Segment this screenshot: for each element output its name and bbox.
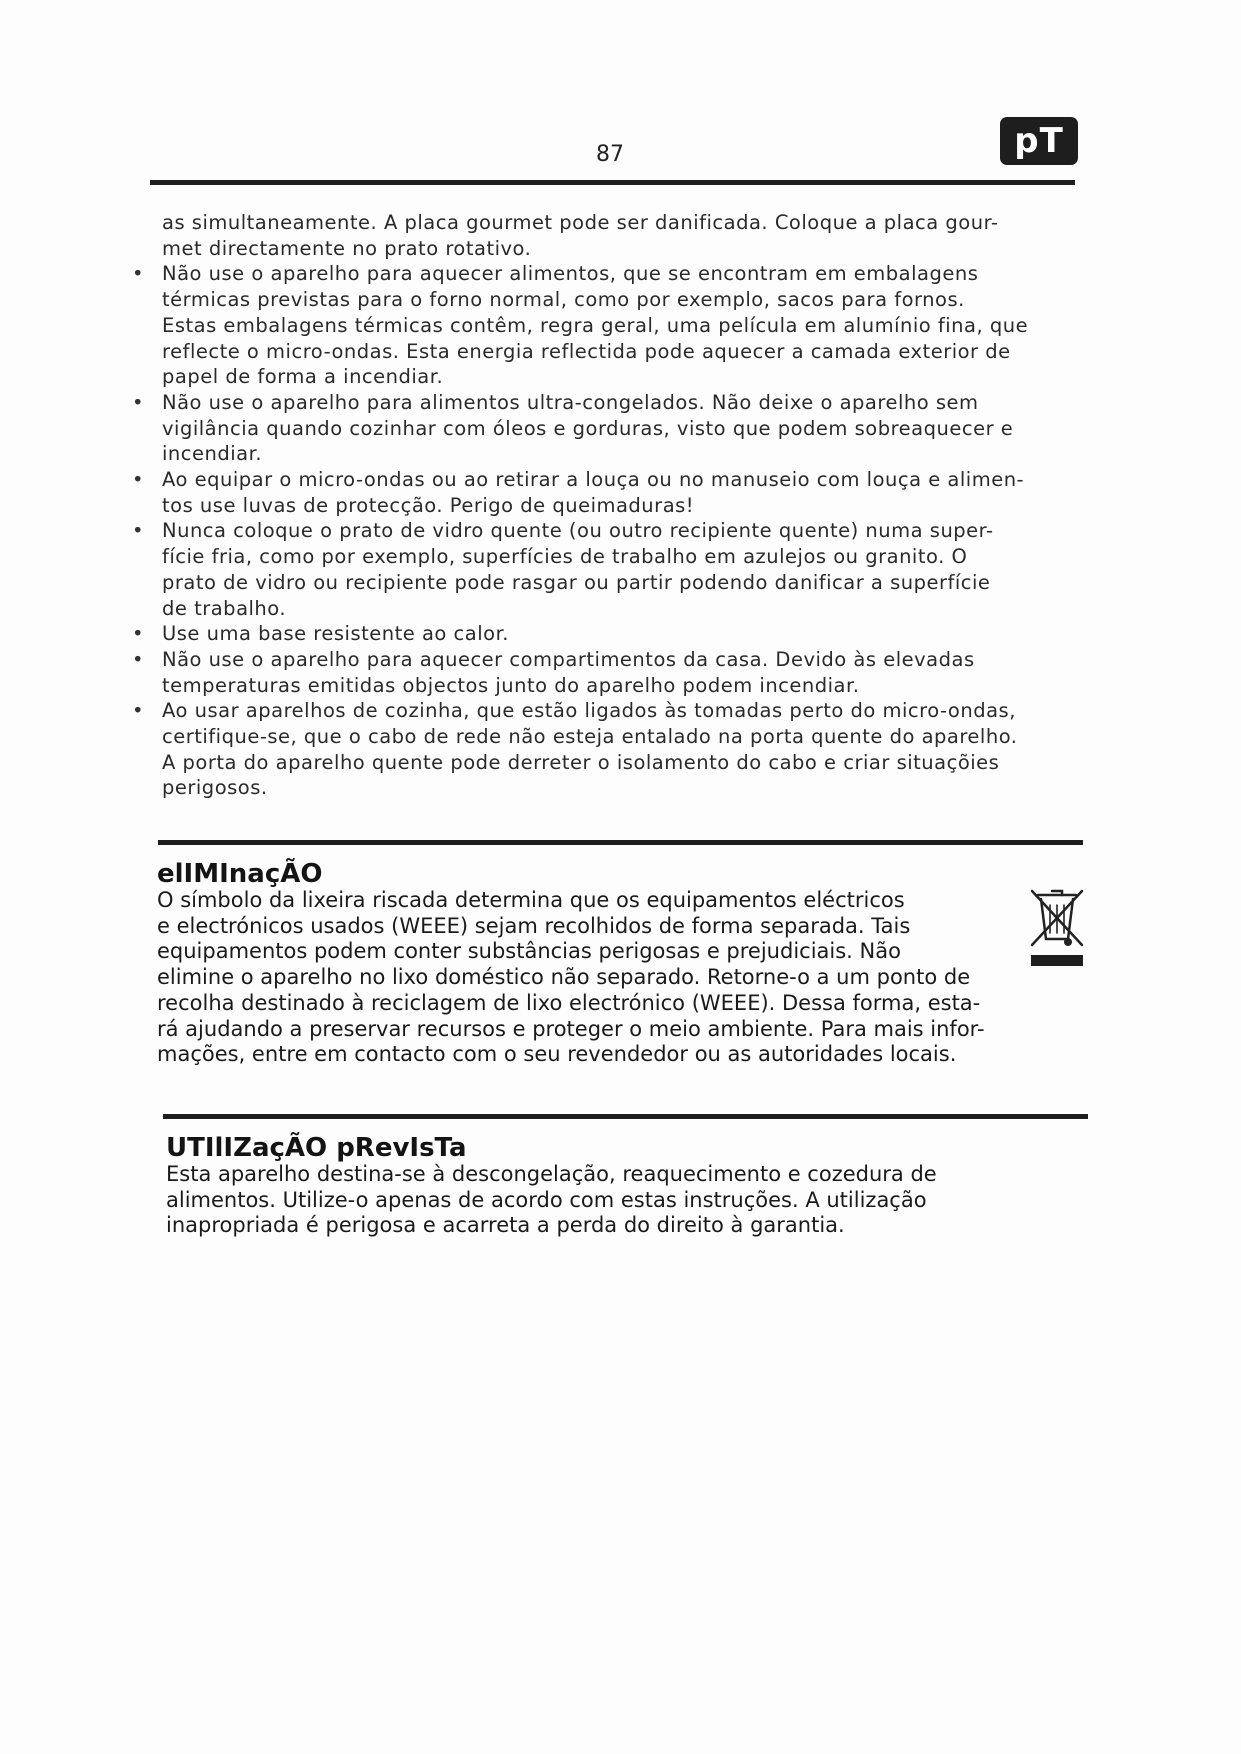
disposal-line: rá ajudando a preservar recursos e proteger o meio ambiente. Para mais infor- xyxy=(157,1016,985,1041)
bullet-item-1 xyxy=(162,261,1117,390)
bullet-line: • Não use o aparelho para alimentos ultra-congelados. Não deixe o aparelho sem xyxy=(162,390,979,414)
intended-use-line: Esta aparelho destina-se à descongelação, reaquecimento e cozedura de xyxy=(166,1162,937,1186)
disposal-rule xyxy=(158,840,1083,845)
bullet-line: tos use luvas de protecção. Perigo de queimaduras! xyxy=(162,493,695,517)
bullet-line: papel de forma a incendiar. xyxy=(162,365,444,389)
bullet-line: incendiar. xyxy=(162,442,263,466)
continuation-line-2: met directamente no prato rotativo. xyxy=(162,236,532,260)
disposal-line: equipamentos podem conter substâncias perigosas e prejudiciais. Não xyxy=(157,939,901,964)
intended-use-title: UTIlIZaçÃO pRevIsTa xyxy=(166,1133,467,1163)
intended-use-rule xyxy=(163,1114,1088,1119)
disposal-line: elimine o aparelho no lixo doméstico não separado. Retorne-o a um ponto de xyxy=(157,965,971,990)
bullet-line: • Nunca coloque o prato de vidro quente (ou outro recipiente quente) numa super- xyxy=(162,519,994,543)
bullet-line: térmicas previstas para o forno normal, como por exemplo, sacos para fornos. xyxy=(162,288,965,312)
disposal-title: elIMInaçÃO xyxy=(157,859,323,889)
bullet-item-3 xyxy=(162,467,1117,518)
page-number: 87 xyxy=(596,142,624,167)
bullet-item-7 xyxy=(162,698,1117,801)
bullet-line: • Ao usar aparelhos de cozinha, que estão ligados às tomadas perto do micro-ondas, xyxy=(162,699,1016,723)
bullet-line: • Não use o aparelho para aquecer compartimentos da casa. Devido às elevadas xyxy=(162,647,975,671)
bullet-line: A porta do aparelho quente pode derreter o isolamento do cabo e criar situaçõies xyxy=(162,750,1000,774)
intended-use-line: inapropriada é perigosa e acarreta a perda do direito à garantia. xyxy=(166,1213,845,1238)
disposal-line: e electrónicos usados (WEEE) sejam recolhidos de forma separada. Tais xyxy=(157,913,911,938)
crossed-out-wheelie-bin-icon xyxy=(1028,887,1086,967)
bullet-line: fície fria, como por exemplo, superfícies de trabalho em azulejos ou granito. O xyxy=(162,545,968,569)
bullet-line: temperaturas emitidas objectos junto do aparelho podem incendiar. xyxy=(162,673,860,697)
bullet-line: reflecte o micro-ondas. Esta energia reflectida pode aquecer a camada exterior de xyxy=(162,339,1011,363)
bullet-line: perigosos. xyxy=(162,776,268,800)
continuation-line-1: as simultaneamente. A placa gourmet pode ser danificada. Coloque a placa gour- xyxy=(162,211,999,234)
bullet-line: • Use uma base resistente ao calor. xyxy=(162,622,510,646)
bullet-line: • Não use o aparelho para aquecer alimentos, que se encontram em embalagens xyxy=(162,262,979,286)
bullet-line: de trabalho. xyxy=(162,596,287,620)
disposal-line: mações, entre em contacto com o seu revendedor ou as autoridades locais. xyxy=(157,1042,957,1067)
bullet-item-2 xyxy=(162,390,1117,467)
bullet-line: vigilância quando cozinhar com óleos e gorduras, visto que podem sobreaquecer e xyxy=(162,416,1014,440)
intended-use-line: alimentos. Utilize-o apenas de acordo com estas instruções. A utilização xyxy=(166,1187,927,1212)
bullet-line: certifique-se, que o cabo de rede não esteja entalado na porta quente do aparelho. xyxy=(162,725,1018,749)
bullet-line: Estas embalagens térmicas contêm, regra geral, uma película em alumínio fina, que xyxy=(162,313,1029,337)
safety-notes xyxy=(162,210,1117,801)
bullet-item-6 xyxy=(162,647,1117,698)
bullet-item-5 xyxy=(162,621,1117,647)
bullet-item-4 xyxy=(162,518,1117,621)
safety-bullet-list xyxy=(162,261,1117,801)
bullet-line: • Ao equipar o micro-ondas ou ao retirar a louça ou no manuseio com louça e alimen- xyxy=(162,468,1025,492)
disposal-line: recolha destinado à reciclagem de lixo electrónico (WEEE). Dessa forma, esta- xyxy=(157,990,981,1015)
intended-use-text xyxy=(166,1162,1086,1239)
language-badge: pT xyxy=(1000,117,1078,165)
bullet-line: prato de vidro ou recipiente pode rasgar ou partir podendo danificar a superfície xyxy=(162,570,991,594)
disposal-line: O símbolo da lixeira riscada determina que os equipamentos eléctricos xyxy=(157,888,905,912)
disposal-text xyxy=(157,888,1087,1068)
header-rule xyxy=(150,180,1075,185)
